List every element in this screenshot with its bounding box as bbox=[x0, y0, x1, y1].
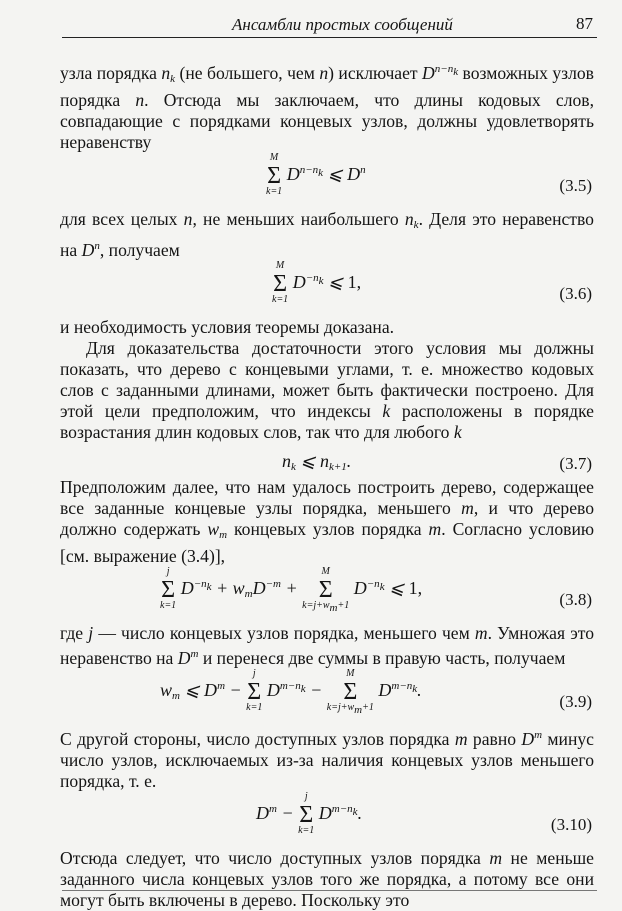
equation-number: (3.10) bbox=[550, 815, 592, 834]
formula-3-7: $n_k$ ⩽ $n_{k+1}$. (3.7) bbox=[282, 451, 592, 473]
formula-3-10: $D^m$ − j Σ k=1 $D^{m-n_k}$. (3.10) bbox=[256, 791, 592, 836]
equation-number: (3.7) bbox=[559, 454, 592, 473]
paragraph-3: и необходимость условия теоремы доказана. bbox=[60, 317, 395, 337]
paragraph-4: Для доказательства достаточности этого условия мы должны показать, что дерево с концевыми углами, т. е. множество кодовых слов с заданными длинами, может быть фактически построено. Для этой цели предположим, что индексы k расположены в порядке возрастания длин кодовых слов, так что для любого k bbox=[60, 338, 594, 442]
equation-number: (3.6) bbox=[559, 284, 592, 303]
formula-3-8: j Σ k=1 $D^{-n_k} + w_mD^{-m}$ + M Σ $k=j+w_m+1$ $D^{-n_k}$ ⩽ 1, (3.8) bbox=[160, 566, 592, 614]
paragraph-5: Предположим далее, что нам удалось построить дерево, содержащее все заданные концевые узлы порядка, меньшего m, и что дерево должно содержать $w_m$ концевых узлов порядка m. Согласно условию [см. выражение (3.4)], bbox=[60, 477, 594, 566]
page-body bbox=[60, 59, 594, 911]
running-header bbox=[62, 13, 597, 38]
running-title: Ансамбли простых сообщений bbox=[232, 15, 453, 34]
equation-number: (3.9) bbox=[559, 692, 592, 711]
equation-number: (3.5) bbox=[559, 176, 592, 195]
formula-3-5: M Σ k=1 $D^{n-n_k}$ ⩽ $D^n$ (3.5) bbox=[266, 152, 592, 197]
paragraph-2: для всех целых n, не меньших наибольшего $n_k$. Деля это неравенство на $D^n$, получаем bbox=[60, 209, 594, 260]
formula-3-6: M Σ k=1 $D^{-n_k}$ ⩽ 1, (3.6) bbox=[272, 260, 592, 305]
page-number: 87 bbox=[576, 14, 593, 33]
paragraph-1: узла порядка $n_k$ (не большего, чем n) исключает $D^{n-n_k}$ возможных узлов порядка n. Отсюда мы заключаем, что длины кодовых слов, совпадающие с порядками концевых узлов, должны удовлетворять неравенству bbox=[60, 63, 594, 152]
paragraph-6: где j — число концевых узлов порядка, меньшего чем m. Умножая это неравенство на $D^m$ и перенеся две суммы в правую часть, получаем bbox=[60, 623, 594, 668]
page-bottom-rule bbox=[62, 890, 597, 892]
paragraph-7: С другой стороны, число доступных узлов порядка m равно $D^m$ минус число узлов, исключаемых из-за наличия концевых узлов меньшего порядка, т. е. bbox=[60, 729, 594, 791]
equation-number: (3.8) bbox=[559, 590, 592, 609]
paragraph-8: Отсюда следует, что число доступных узлов порядка m не меньше заданного числа концевых узлов того же порядка, а потому все они могут быть включены в дерево. Поскольку это bbox=[60, 848, 594, 910]
formula-3-9: $w_m$ ⩽ $D^m$ − j Σ k=1 $D^{m-n_k}$ − M Σ $k=j+w_m+1$ $D^{m-n_k}$. (3.9) bbox=[160, 668, 592, 716]
